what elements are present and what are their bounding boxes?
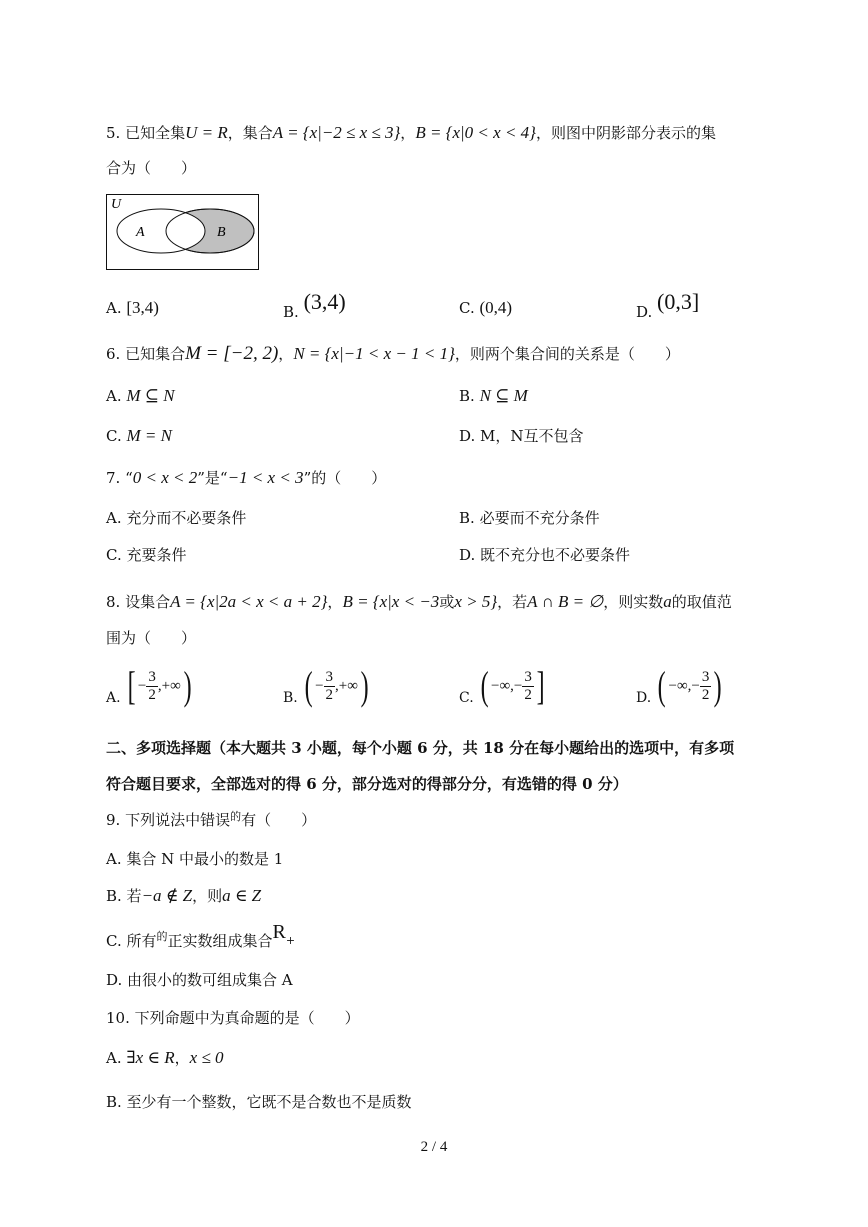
q9-option-d: D. 由很小的数可组成集合 A	[106, 971, 293, 989]
q7-option-a: A. 充分而不必要条件	[106, 509, 247, 527]
q6-option-c: C. M = N	[106, 426, 172, 445]
q7-option-d: D. 既不充分也不必要条件	[459, 546, 631, 564]
set-m-def: M = [−2, 2)	[185, 343, 279, 364]
q9-stem: 9. 下列说法中错误$^的$有（ ）	[106, 810, 317, 829]
q7-option-c: C. 充要条件	[106, 546, 187, 564]
q5-stem-line1: 5. 已知全集U = R，集合A = {x|−2 ≤ x ≤ 3}，B = {x|0 < x < 4}，则图中阴影部分表示的集	[106, 123, 716, 142]
q8-option-c: C. ( −∞,− $\frac{3}{2}$ ]	[459, 663, 545, 708]
set-n-def: N = {x|−1 < x − 1 < 1}	[293, 344, 455, 363]
set-a-def: A = {x|−2 ≤ x ≤ 3}	[272, 123, 401, 142]
q5-stem-line2: 合为（ ）	[106, 159, 197, 177]
q7-option-b: B. 必要而不充分条件	[459, 509, 600, 527]
q5-option-b: B. (3,4)	[283, 289, 346, 321]
q5-option-a: A. [3,4)	[106, 298, 159, 317]
q9-option-a: A. 集合 N 中最小的数是 1	[106, 850, 284, 868]
universal-set: U = R	[185, 123, 228, 142]
q6-option-d: D. M，N互不包含	[459, 427, 584, 445]
q10-option-b: B. 至少有一个整数，它既不是合数也不是质数	[106, 1093, 412, 1111]
q9-option-c: C. 所有$^的$正实数组成集合R+	[106, 921, 296, 950]
q7-stem: 7. “0 < x < 2”是“−1 < x < 3”的（ ）	[106, 468, 387, 487]
q5-option-c: C. (0,4)	[459, 298, 513, 317]
q8-option-d: D. ( −∞,− $\frac{3}{2}$ )	[636, 663, 723, 708]
q8-option-a: A. [ − $\frac{3}{2}$ ,+∞ )	[106, 663, 192, 708]
section2-heading-line1: 二、多项选择题（本大题共 3 小题，每个小题 6 分，共 18 分在每小题给出的选项中，有多项	[106, 739, 735, 757]
q8-stem-line1: 8. 设集合A = {x|2a < x < a + 2}，B = {x|x < −3或x > 5}，若A ∩ B = ∅，则实数a的取值范	[106, 592, 732, 611]
q9-option-b: B. 若−a ∉ Z，则a ∈ Z	[106, 886, 262, 905]
set-b-def: B = {x|0 < x < 4}	[415, 123, 536, 142]
venn-diagram	[106, 194, 260, 272]
q6-stem: 6. 已知集合M = [−2, 2)，N = {x|−1 < x − 1 < 1}，则两个集合间的关系是（ ）	[106, 343, 680, 364]
q8-stem-line2: 围为（ ）	[106, 629, 197, 647]
q6-option-b: B. N ⊆ M	[459, 386, 528, 405]
q5-option-d: D. (0,3]	[636, 289, 700, 321]
venn-a-label: A	[136, 225, 145, 240]
q10-stem: 10. 下列命题中为真命题的是（ ）	[106, 1009, 360, 1027]
q8-option-b: B. ( − $\frac{3}{2}$ ,+∞ )	[283, 663, 369, 708]
q10-option-a: A. ∃x ∈ R，x ≤ 0	[106, 1048, 224, 1067]
venn-u-label: U	[111, 197, 122, 212]
q6-option-a: A. M ⊆ N	[106, 386, 175, 405]
section2-heading-line2: 符合题目要求，全部选对的得 6 分，部分选对的得部分分，有选错的得 0 分）	[106, 775, 628, 793]
venn-b-label: B	[217, 225, 226, 240]
set-a-ellipse	[117, 209, 205, 253]
page-number: 2 / 4	[420, 1139, 448, 1155]
